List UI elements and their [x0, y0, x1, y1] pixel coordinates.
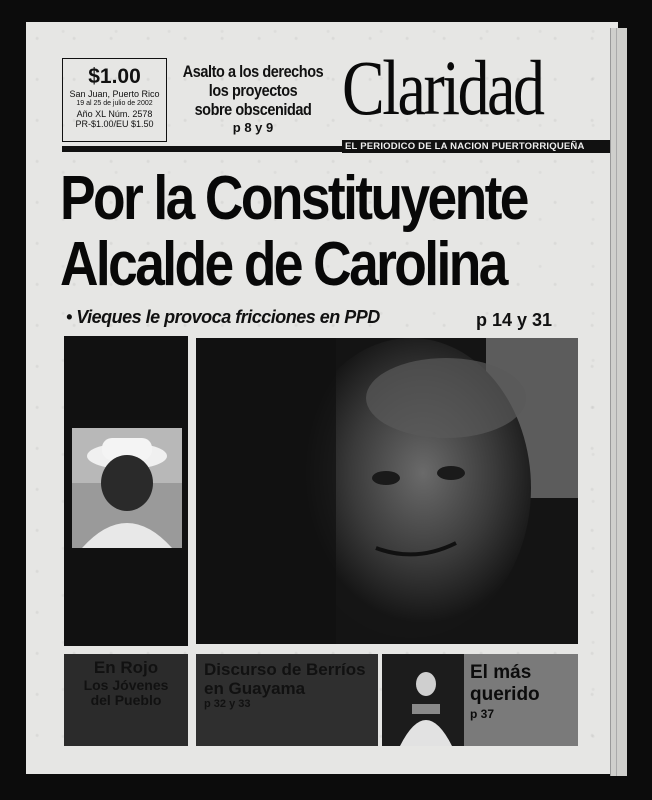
el-mas-querido-title-1: El más — [470, 662, 532, 683]
location: San Juan, Puerto Rico — [69, 89, 160, 99]
teaser-line-1: Asalto a los derechos — [182, 62, 324, 81]
headline-line-1: Por la Constituyente — [60, 164, 527, 233]
en-rojo-subtitle-2: del Pueblo — [90, 692, 162, 708]
teaser-pages: p 8 y 9 — [232, 120, 274, 135]
musician-photo — [382, 654, 464, 746]
main-headline — [60, 166, 542, 298]
en-rojo-subtitle-1: Los Jóvenes — [83, 677, 169, 693]
discurso-pages: p 32 y 33 — [204, 698, 251, 710]
masthead-rule — [62, 146, 345, 152]
el-mas-querido-title — [470, 662, 540, 706]
main-portrait-photo — [196, 338, 578, 644]
price-box — [62, 58, 167, 142]
el-mas-querido-box — [382, 654, 578, 746]
en-rojo-box — [64, 654, 188, 746]
masthead-logo: Claridad — [342, 44, 543, 131]
el-mas-querido-title-2: querido — [470, 684, 540, 705]
discurso-title-2: en Guayama — [204, 679, 306, 698]
teaser-line-3: sobre obscenidad — [194, 100, 312, 119]
cover-price: $1.00 — [88, 65, 141, 88]
discurso-title-1: Discurso de Berríos — [204, 660, 366, 679]
top-teaser — [168, 62, 338, 135]
en-rojo-title: En Rojo — [93, 658, 159, 677]
issue-number: Año XL Núm. 2578 — [76, 109, 153, 119]
regional-price: PR-$1.00/EU $1.50 — [75, 119, 154, 129]
subhead-pages: p 14 y 31 — [476, 310, 553, 330]
el-mas-querido-pages: p 37 — [470, 707, 495, 721]
headline-line-2: Alcalde de Carolina — [60, 230, 506, 299]
issue-dates: 19 al 25 de julio de 2002 — [76, 100, 153, 107]
teaser-line-2: los proyectos — [208, 81, 298, 100]
masthead — [342, 44, 585, 152]
page-stack-edge — [610, 28, 627, 776]
discurso-box — [196, 654, 378, 746]
subhead: • Vieques le provoca fricciones en PPD — [66, 307, 380, 327]
cap-man-photo — [72, 428, 182, 548]
masthead-tagline: EL PERIODICO DE LA NACION PUERTORRIQUEÑA — [342, 140, 610, 153]
